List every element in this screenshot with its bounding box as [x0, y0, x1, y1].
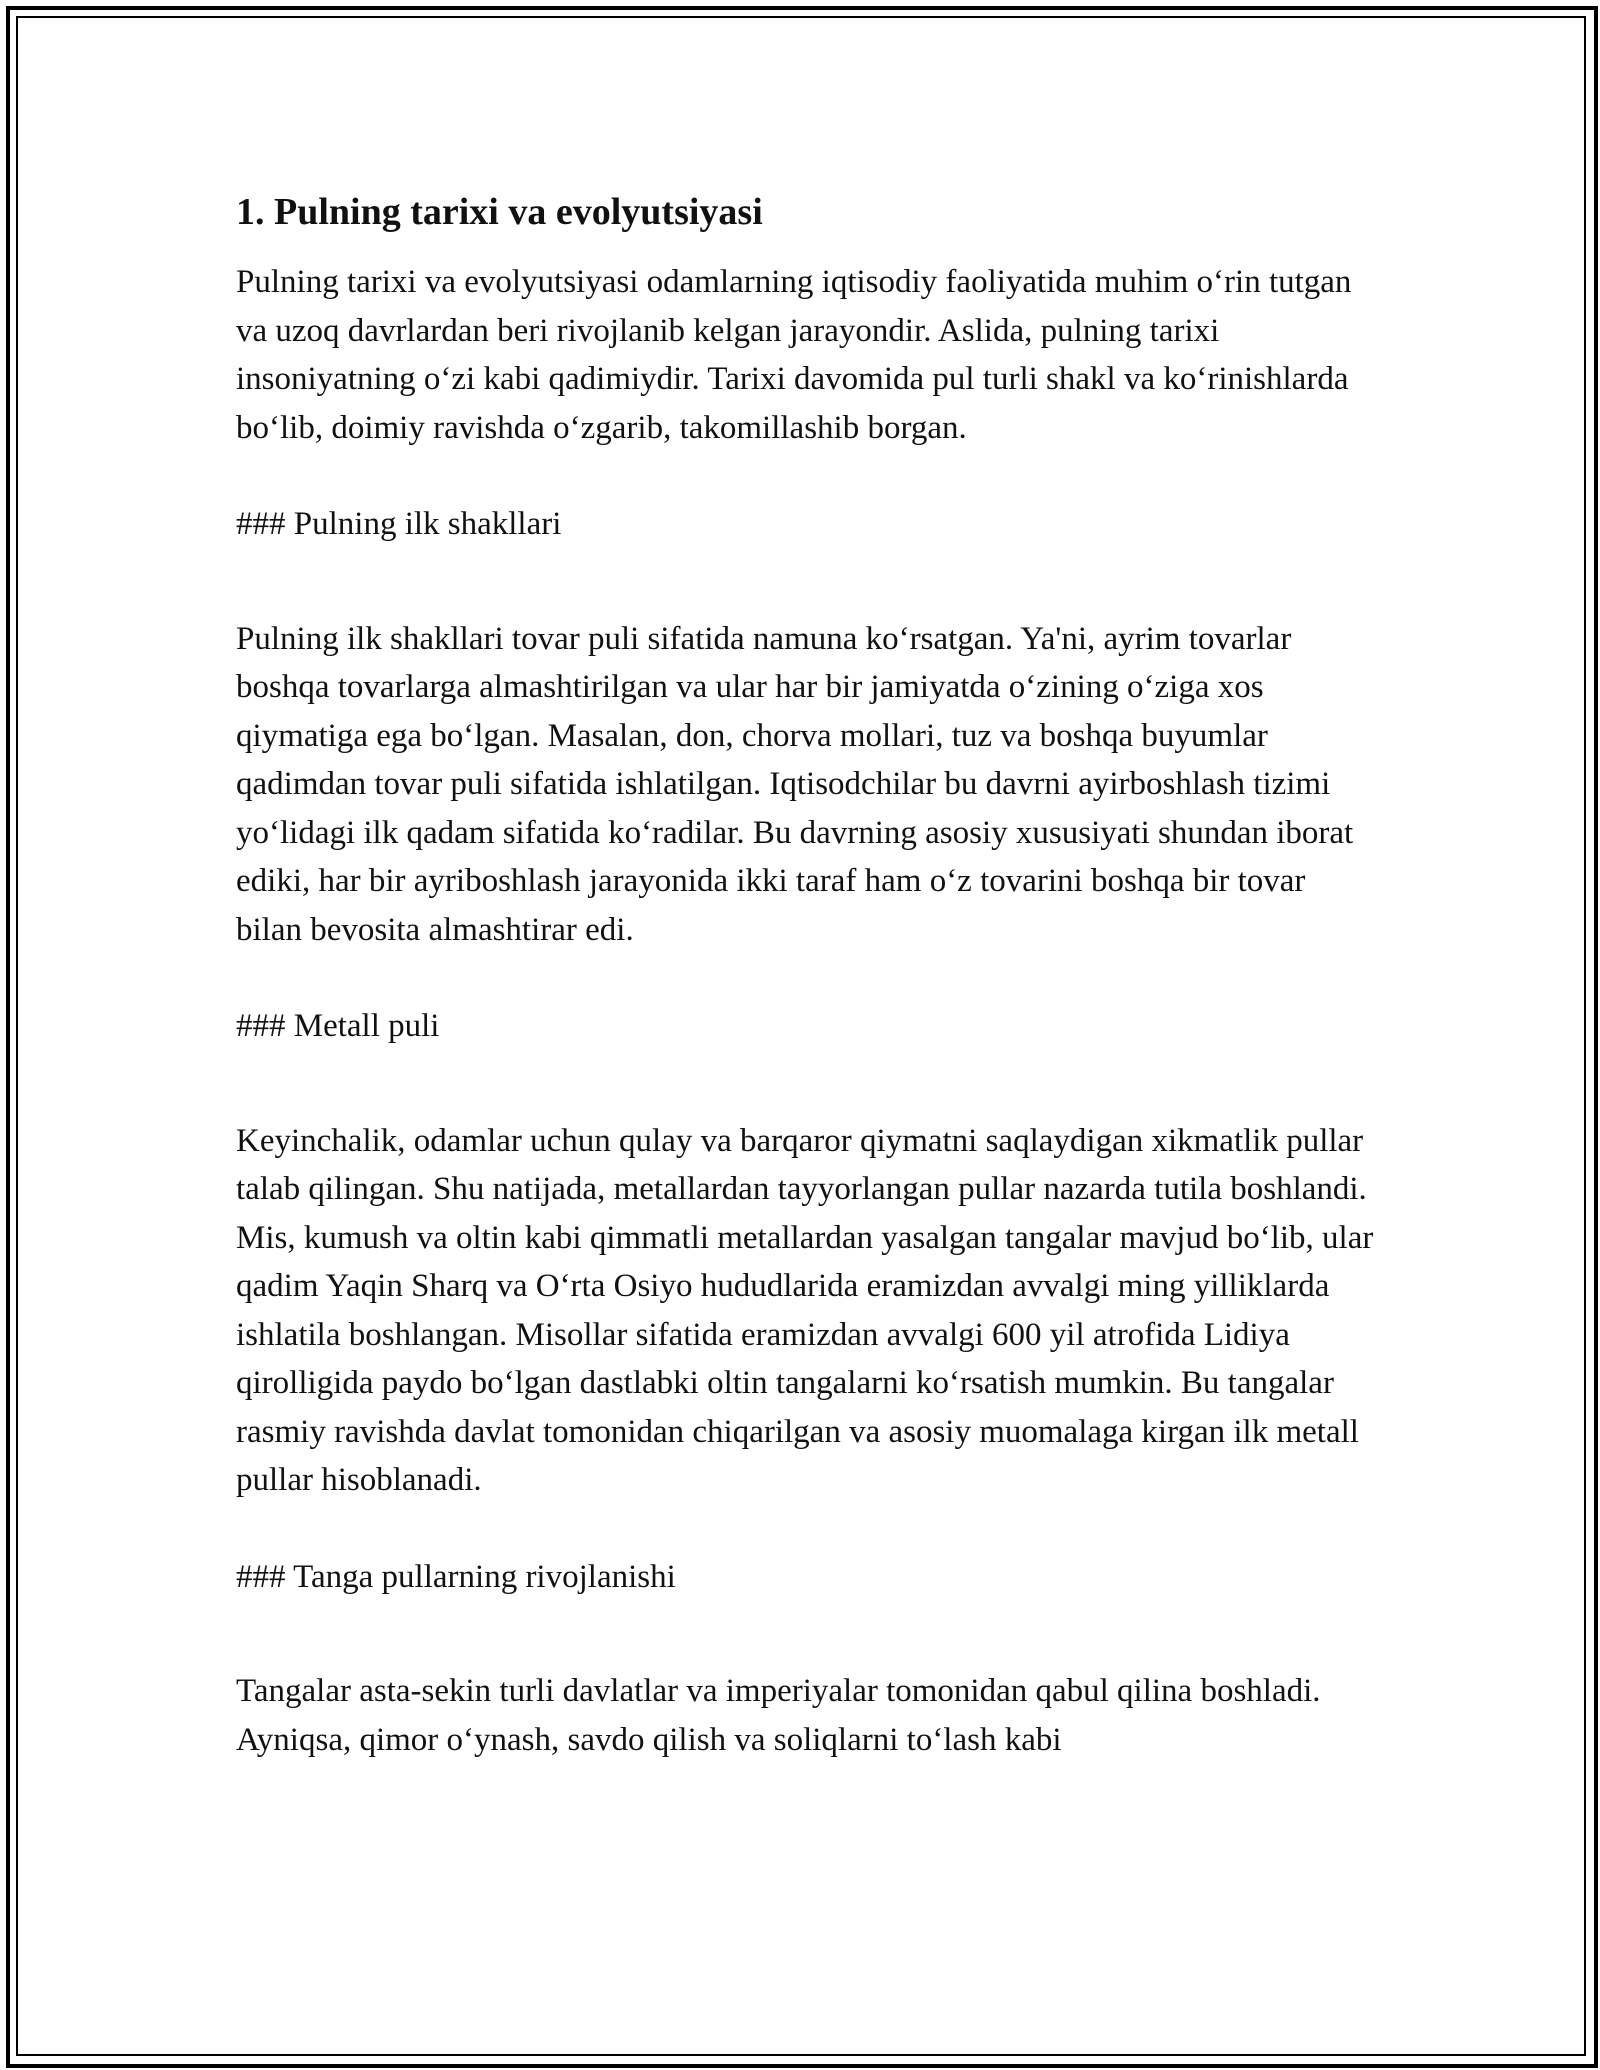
section-body-tanga-pullar: Tangalar asta-sekin turli davlatlar va imperiyalar tomonidan qabul qilina boshladi. Ayniqsa, qimor o‘ynash, savdo qilish va soliqlarni to‘lash kabi [236, 1673, 1321, 1758]
document-title: 1. Pulning tarixi va evolyutsiyasi [236, 191, 763, 233]
section-body-metall-puli: Keyinchalik, odamlar uchun qulay va barqaror qiymatni saqlaydigan xikmatlik pullar talab qilingan. Shu natijada, metallardan tayyorlangan pullar nazarda tutila boshlandi. Mis, kumush va oltin kabi qimmatli metallardan yasalgan tangalar mavjud bo‘lib, ular qadim Yaqin Sharq va O‘rta Osiyo hududlarida eramizdan avvalgi ming yilliklarda ishlatila boshlangan. Misollar sifatida eramizdan avvalgi 600 yil atrofida Lidiya qirolligida paydo bo‘lgan dastlabki oltin tangalarni ko‘rsatish mumkin. Bu tangalar rasmiy ravishda davlat tomonidan chiqarilgan va asosiy muomalaga kirgan ilk metall pullar hisoblanadi. [236, 1122, 1374, 1498]
spacer [236, 452, 1376, 500]
spacer [236, 549, 1376, 615]
spacer [236, 1505, 1376, 1553]
spacer [236, 1051, 1376, 1117]
document-body [236, 186, 1376, 1764]
section-heading-metall-puli: ### Metall puli [236, 1008, 440, 1044]
section-heading-tanga-pullar: ### Tanga pullarning rivojlanishi [236, 1558, 676, 1595]
section-heading-ilk-shakllari: ### Pulning ilk shakllari [236, 506, 562, 542]
intro-paragraph: Pulning tarixi va evolyutsiyasi odamlarning iqtisodiy faoliyatida muhim o‘rin tutgan va uzoq davrlardan beri rivojlanib kelgan jarayondir. Aslida, pulning tarixi insoniyatning o‘zi kabi qadimiydir. Tarixi davomida pul turli shakl va ko‘rinishlarda bo‘lib, doimiy ravishda o‘zgarib, takomillashib borgan. [236, 264, 1352, 446]
spacer [236, 1601, 1376, 1667]
spacer [236, 954, 1376, 1002]
section-body-ilk-shakllari: Pulning ilk shakllari tovar puli sifatida namuna ko‘rsatgan. Ya'ni, ayrim tovarlar boshqa tovarlarga almashtirilgan va ular har bir jamiyatda o‘zining o‘ziga xos qiymatiga ega bo‘lgan. Masalan, don, chorva mollari, tuz va boshqa buyumlar qadimdan tovar puli sifatida ishlatilgan. Iqtisodchilar bu davrni ayirboshlash tizimi yo‘lidagi ilk qadam sifatida ko‘radilar. Bu davrning asosiy xususiyati shundan iborat ediki, har bir ayriboshlash jarayonida ikki taraf ham o‘z tovarini boshqa bir tovar bilan bevosita almashtirar edi. [236, 620, 1354, 948]
